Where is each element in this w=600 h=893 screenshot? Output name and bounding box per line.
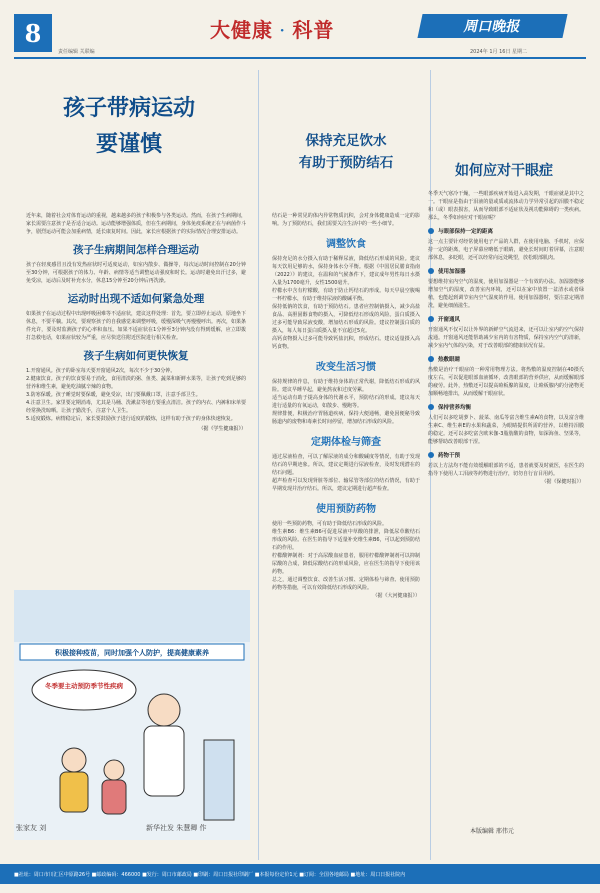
section-text: 如果孩子在运动过程中出现呼吸困难等不适症状，建议这样处理：首先，要立即停止运动，原地坐下休息，不要平躺。其次，要观察孩子的自我感觉来调整呼吸，缓慢深吸气再慢慢呼出。再次，如果条件允许，要及时监测孩子的心率和血压。如果不适症状在1分钟至3分钟内没有得到缓解，应立即拨打急救电话，如果症状较为严重，应尽快送往附近医院进行相关检查。 — [26, 311, 247, 341]
article-source: （据《大河健康报》） — [372, 593, 420, 599]
section-title: 大健康 · 科普 — [210, 18, 335, 42]
tip-text: 要想维持室内空气的湿度，使用加湿器是一个有效的办法。加湿器能够增加空气的湿度，改善室内环境，还可以在家中放置一盆清水或者绿植，也能起到调节室内空气湿度的作用。使用加湿器时，要注意定期清洗，避免细菌滋生。 — [428, 279, 584, 309]
page-footer: ■社址：周口市川汇区中原路26号 ■邮政编码：466000 ■发行：周口市邮政局 ■印刷：周口日报社印刷厂 ■本报每份定价1元 ■订阅：全国各地邮局 ■地址：周口日报社院内 — [0, 864, 600, 884]
header-editors: 责任编辑 关联编 — [58, 49, 95, 55]
tip-text: 这一点主要针对经常使用电子产品的人群，在使用电脑、手机时，应保持一定的距离，电子屏幕应略低于眼睛，避免长时间盯着屏幕，注意眼部休息，多眨眼，还可以经常向远处眺望，放松眼部肌肉。 — [428, 239, 584, 261]
section-text: 保持规律的作息，有助于维持身体的正常代谢，降低结石形成的风险。建议早睡早起，避免熬夜和过度劳累。 — [272, 379, 420, 393]
article-intro: 近年来，随着社会对体育运动的重视，越来越多的孩子积极参与各类运动。然而，在孩子生病期间，家长需要注意孩子是否适合运动。运动能够增强体质，但在生病期间，身体免疫系统正在与病菌作斗争，剧烈运动可能会加重病情，延长康复时间。因此，家长应根据孩子的实际情况合理安排运动。 — [26, 213, 247, 235]
tip-title: 使用加湿器 — [438, 269, 466, 275]
tip-text: 热敷是治疗干眼症的一种常用物理方法。将热敷的温度控制在40摄氏度左右，可以促进眼部血液循环，改善眼部的营养供应，从而缓解眼部的疲劳。此外，热敷还可以提高睑板腺的温度，让睑板腺内的分泌物更加顺畅地排出，从而缓解干眼症状。 — [428, 367, 584, 397]
section-text: 保持低钠的饮食，有助于预防结石。患者应控制钠摄入，减少高盐食品、高胆固醇食物的摄入，可降低结石形成的风险。蛋白质摄入过多可能导致尿液变酸，增加结石形成的风险。建议控制蛋白质的摄入，每人每日蛋白质摄入量不宜超过5克。 — [272, 304, 420, 334]
bullet-dot-icon — [428, 228, 434, 234]
tip-text: 若以上方法均不能有效缓解眼部的不适，患者就要及时就医，在医生的指导下使用人工泪液等药物进行治疗，切勿自行盲目用药。 — [428, 463, 584, 477]
header-rule — [14, 57, 586, 59]
page-editor: 本版编辑 邢伟元 — [470, 828, 514, 835]
article-body — [26, 212, 246, 437]
section-text: 超声检查可以发现肾脏等部位、输尿管等部位的结石情况，有助于早期发现并治疗结石。所以，建议定期进行超声检查。 — [272, 478, 420, 492]
tip-heading — [428, 267, 584, 275]
speech-bubble-text: 冬季要主动预防季节性疾病 — [45, 682, 123, 690]
section-sub-label: 科普 — [292, 18, 335, 42]
section-text: 高钙食物摄入过多可能导致钙盐沉积，形成结石。建议适量摄入高钙食物。 — [272, 336, 420, 350]
article-body — [272, 212, 420, 600]
tip-title: 热敷眼睛 — [438, 357, 461, 363]
bullet-dot-icon — [428, 268, 434, 274]
illustration-credit: 张家友 刘 — [16, 824, 47, 832]
dateline: 2024年 1月 16日 星期二 — [470, 49, 528, 55]
list-item: 3.防寒保暖。孩子睡觉时要保暖，避免受凉，出门要佩戴口罩，注意手部卫生。 — [26, 392, 201, 398]
tip-title: 药物干预 — [438, 453, 461, 459]
section-text: 柠檬酸钾制剂：对于高尿酸血症患者，服用柠檬酸钾制剂可以抑制尿酸的合成，降低尿酸结石的形成风险，应在医生的指导下使用该药物。 — [272, 553, 420, 575]
article-title — [266, 130, 426, 174]
article-intro: 冬季天气寒冷干燥，一些眼部疾病开始进入高发期，干眼症就是其中之一。干眼症是指由于泪液的量或质或流体动力学异常引起的泪膜不稳定和（或）眼表损害，从而导致眼部不适症状及视功能障碍的一类疾病。那么，冬季如何应对干眼症呢？ — [428, 191, 584, 221]
tip-text: 人们可以多吃胡萝卜、菠菜、南瓜等富含维生素A的食物，以及富含维生素C、维生素E的水果和蔬菜，为眼睛提供所需的营养，以维持泪膜的稳定。还可以多吃富含欧米伽-3脂肪酸的食物，如深海鱼、坚果等，能够帮助改善眼部干涩。 — [428, 415, 584, 445]
section-text: 保持充足的水分摄入有助于稀释尿液，降低结石形成的风险。建议每天饮用足够的水，保持身体水分平衡。根据《中国居民膳食指南（2022）》的建议，在温和的气候条件下，建议成年男性每日水摄入量为1700毫升，女性1500毫升。 — [272, 256, 420, 286]
list-item: 1.开窗通风。孩子的卧室每天要开窗通风2次，每次不少于30分钟。 — [26, 368, 176, 374]
article-source: （据《保健时报》） — [541, 479, 584, 485]
section-heading: 运动时出现不适如何紧急处理 — [67, 293, 205, 305]
page-number: 8 — [14, 14, 52, 52]
article-title-line: 有助于预防结石 — [298, 155, 394, 171]
article-title-line: 保持充足饮水 — [305, 133, 387, 149]
section-heading: 改变生活习惯 — [316, 362, 376, 373]
article-title — [14, 90, 244, 162]
section-text: 总之，通过调整饮食、改善生活习惯、定期体检与筛查、使用预防药物等措施，可以有效降低结石形成的风险。 — [272, 577, 420, 591]
tip-title: 与眼部保持一定的距离 — [438, 229, 494, 235]
column-divider — [258, 70, 259, 860]
tip-title: 开窗通风 — [438, 317, 461, 323]
section-text: 孩子在轻度感冒且没有发热症状时可适度运动，如室内散步、做操等，每次运动时间控制在20分钟至30分钟，可根据孩子的体力、年龄、病情等适当调整运动强度和时长。运动时避免出汗过多，避免受凉，运动后及时补充水分，休息15分钟至20分钟后再洗澡。 — [26, 262, 246, 284]
article-title-line: 孩子带病运动 — [62, 95, 195, 121]
section-heading: 调整饮食 — [326, 239, 366, 250]
section-text: 适当运动有助于提高身体的代谢水平，预防结石的形成。建议每天进行适量的有氧运动，如散步、慢跑等。 — [272, 395, 420, 409]
speech-bubble — [45, 681, 124, 690]
section-heading: 孩子生病期间怎样合理运动 — [73, 244, 199, 256]
section-text: 维生素B6：维生素B6可促进尿液中草酸的排泄，降低尿草酸结石形成的风险。在医生的指导下适量补充维生素B6，可以起到预防结石的作用。 — [272, 529, 420, 551]
tip-heading — [428, 315, 584, 323]
illustration-banner: 积极接种疫苗，同时加强个人防护，提高健康素养 — [55, 649, 209, 657]
cartoon-illustration — [14, 590, 250, 840]
section-main-label: 大健康 — [210, 18, 273, 42]
section-text: 使用一些预防药物，可有助于降低结石形成的风险。 — [272, 521, 388, 527]
section-text: 柠檬水中含有柠檬酸，有助于防止钙结石的形成。每天早晨空腹喝一杯柠檬水，有助于维持尿液的酸碱平衡。 — [272, 288, 420, 302]
bullet-dot-icon — [428, 316, 434, 322]
tip-heading — [428, 403, 584, 411]
list-item: 4.注意卫生。家里要定期消毒，尤其是马桶、洗漱盆等地方要重点清洁。孩子的内衣、内裤和床单要经常换洗晾晒。让孩子勤洗手，注意个人卫生。 — [26, 400, 246, 414]
illustration-credit: 新华社发 朱慧卿 作 — [146, 824, 207, 832]
bullet-dot-icon — [428, 356, 434, 362]
tip-heading — [428, 227, 584, 235]
bullet-dot-icon — [428, 452, 434, 458]
list-item: 5.适度锻炼。病情稳定后，家长要鼓励孩子进行适度的锻炼，这样有助于孩子的身体快速恢复。 — [26, 416, 236, 422]
section-heading: 使用预防药物 — [316, 504, 376, 515]
article-source: （据《学生健康报》） — [198, 426, 246, 432]
section-heading: 孩子生病如何更快恢复 — [83, 350, 189, 362]
tip-text: 开窗通风不仅可以让外界的新鲜空气流进来，还可以让室内的空气保持流通。开窗通风还能帮助减少室内的有害物质，保持室内空气的清新，减少室内气体的污染，对于改善眼部的健康状况有益。 — [428, 327, 584, 349]
article-intro: 结石是一种常见的体内异常物质沉积，会对身体健康造成一定的影响。为了预防结石，我们需要关注生活中的一些小细节。 — [272, 213, 420, 227]
article-body — [428, 190, 584, 486]
section-heading: 定期体检与筛查 — [311, 437, 381, 448]
bullet-dot-icon — [428, 404, 434, 410]
article-title: 如何应对干眼症 — [455, 163, 553, 179]
tip-heading — [428, 355, 584, 363]
newspaper-masthead: 周口晚报 — [417, 14, 567, 38]
list-item: 2.健康饮食。孩子的饮食要易于消化，食用清淡的粥、鱼类、蔬菜和新鲜水果等，让孩子吃到足够的营养和维生素，避免吃油腻辛辣的食物。 — [26, 376, 246, 390]
tip-heading — [428, 451, 584, 459]
tip-title: 保持营养均衡 — [438, 405, 472, 411]
section-text: 规律排便，积极治疗胃肠道疾病，保持大便通畅，避免因便秘导致肠道内的废物和毒素长时间停留，增加结石形成的风险。 — [272, 411, 420, 425]
article-title-line: 要谨慎 — [95, 131, 162, 157]
section-text: 通过尿液检查，可以了解尿液的成分和酸碱度等情况，有助于发现结石的早期迹象。所以，建议定期进行尿液检查，及时发现潜在的结石问题。 — [272, 454, 420, 476]
